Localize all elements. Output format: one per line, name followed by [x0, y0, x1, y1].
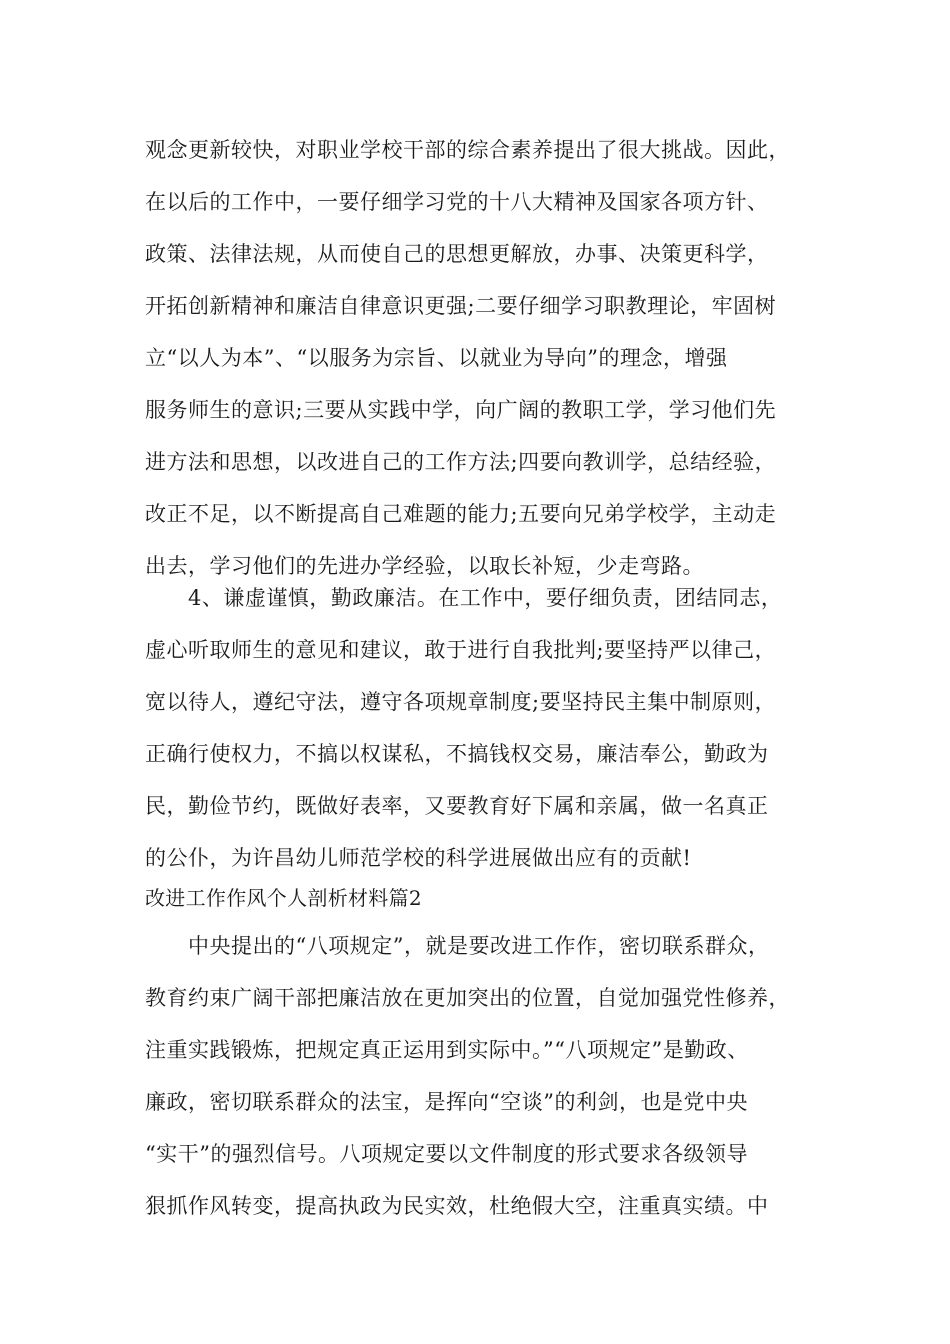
text-line: 正确行使权力，不搞以权谋私，不搞钱权交易，廉洁奉公，勤政为	[145, 742, 769, 766]
text-line: 中央提出的“八项规定”，就是要改进工作作，密切联系群众，	[188, 934, 770, 958]
text-line: 出去，学习他们的先进办学经验，以取长补短，少走弯路。	[145, 554, 704, 578]
text-line: 宽以待人，遵纪守法，遵守各项规章制度;要坚持民主集中制原则，	[145, 690, 777, 714]
text-line: 在以后的工作中，一要仔细学习党的十八大精神及国家各项方针、	[145, 190, 769, 214]
text-line: 注重实践锻炼，把规定真正运用到实际中。”“八项规定”是勤政、	[145, 1038, 749, 1062]
section-heading: 改进工作作风个人剖析材料篇2	[145, 886, 422, 910]
text-line: 廉政，密切联系群众的法宝，是挥向“空谈”的利剑，也是党中央	[145, 1090, 748, 1114]
text-line: 4、谦虚谨慎，勤政廉洁。在工作中，要仔细负责，团结同志，	[188, 586, 783, 610]
text-line: 狠抓作风转变，提高执政为民实效，杜绝假大空，注重真实绩。中	[145, 1194, 769, 1218]
text-line: 虚心听取师生的意见和建议，敢于进行自我批判;要坚持严以律己，	[145, 638, 777, 662]
text-line: 政策、法律法规，从而使自己的思想更解放，办事、决策更科学，	[145, 242, 769, 266]
text-line: 民，勤俭节约，既做好表率，又要教育好下属和亲属，做一名真正	[145, 794, 769, 818]
text-line: 观念更新较快，对职业学校干部的综合素养提出了很大挑战。因此，	[145, 138, 790, 162]
text-line: 服务师生的意识;三要从实践中学，向广阔的教职工学，学习他们先	[145, 398, 777, 422]
text-line: 开拓创新精神和廉洁自律意识更强;二要仔细学习职教理论，牢固树	[145, 294, 777, 318]
text-line: 改正不足，以不断提高自己难题的能力;五要向兄弟学校学，主动走	[145, 502, 777, 526]
text-line: 的公仆，为许昌幼儿师范学校的科学进展做出应有的贡献!	[145, 846, 692, 870]
text-line: “实干”的强烈信号。八项规定要以文件制度的形式要求各级领导	[145, 1142, 748, 1166]
text-line: 进方法和思想，以改进自己的工作方法;四要向教训学，总结经验，	[145, 450, 777, 474]
text-line: 教育约束广阔干部把廉洁放在更加突出的位置，自觉加强党性修养，	[145, 986, 790, 1010]
text-line: 立“以人为本”、“以服务为宗旨、以就业为导向”的理念，增强	[145, 346, 728, 370]
